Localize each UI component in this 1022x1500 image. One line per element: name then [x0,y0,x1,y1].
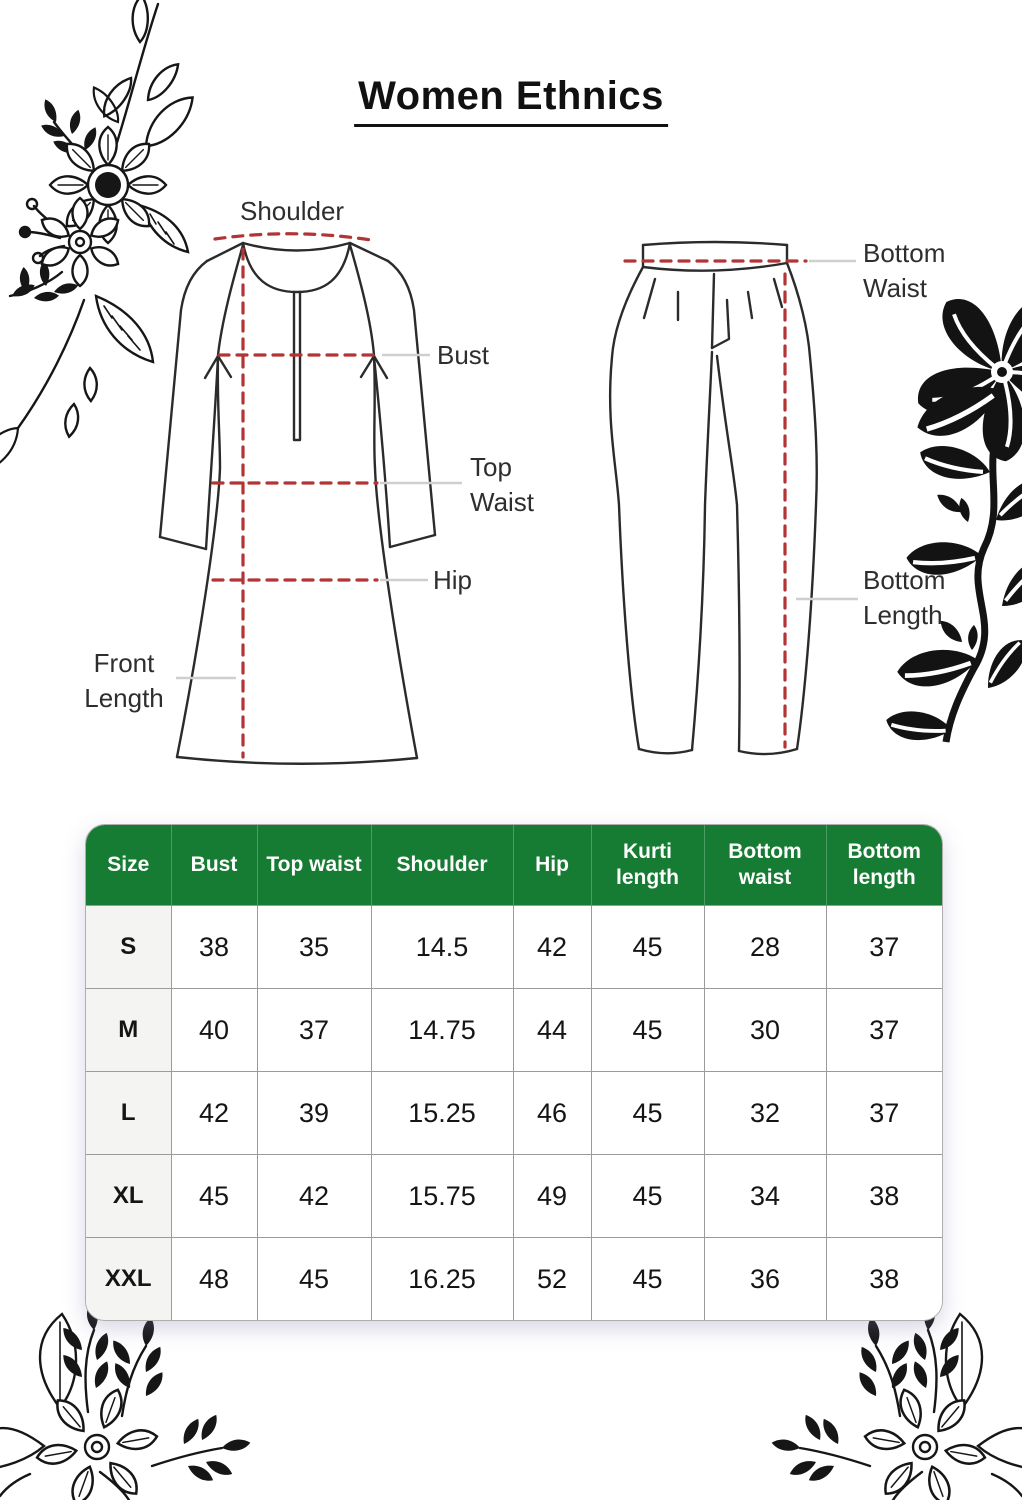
header-bottom-length: Bottom length [826,825,942,906]
cell: 38 [826,1155,942,1238]
kurti-line-art [160,243,435,764]
cell: 38 [171,906,257,989]
cell: 15.75 [371,1155,513,1238]
floral-decoration-right [883,293,1022,755]
table-row-xxl [86,1238,942,1321]
cell: 37 [826,906,942,989]
label-hip: Hip [433,565,473,595]
table-row-l [86,1072,942,1155]
size-value: L [86,1072,171,1155]
cell: 42 [257,1155,371,1238]
cell: 36 [704,1238,826,1321]
page-title: Women Ethnics [354,74,668,127]
cell: 45 [591,906,704,989]
cell: 28 [704,906,826,989]
cell: 37 [826,989,942,1072]
cell: 45 [171,1155,257,1238]
size-value: XXL [86,1238,171,1321]
size-value: M [86,989,171,1072]
cell: 14.5 [371,906,513,989]
cell: 30 [704,989,826,1072]
cell: 45 [591,1155,704,1238]
floral-decoration-bottom-right [771,1301,1022,1500]
cell: 40 [171,989,257,1072]
header-bust: Bust [171,825,257,906]
table-row-xl [86,1155,942,1238]
size-table [85,824,943,1321]
cell: 37 [826,1072,942,1155]
header-size: Size [86,825,171,906]
header-kurti-length: Kurti length [591,825,704,906]
table-row-s [86,906,942,989]
label-top-waist: Top Waist [470,452,535,517]
cell: 45 [591,989,704,1072]
size-value: XL [86,1155,171,1238]
cell: 16.25 [371,1238,513,1321]
cell: 45 [591,1238,704,1321]
cell: 48 [171,1238,257,1321]
label-bust: Bust [437,340,490,370]
label-bottom-length: Bottom Length [863,565,946,630]
label-bottom-waist: Bottom Waist [863,238,946,303]
cell: 15.25 [371,1072,513,1155]
header-bottom-waist: Bottom waist [704,825,826,906]
cell: 45 [257,1238,371,1321]
cell: 42 [171,1072,257,1155]
header-shoulder: Shoulder [371,825,513,906]
cell: 52 [513,1238,591,1321]
cell: 37 [257,989,371,1072]
table-header-row [86,825,942,906]
size-table-grid [86,825,942,1320]
cell: 44 [513,989,591,1072]
cell: 45 [591,1072,704,1155]
table-row-m [86,989,942,1072]
cell: 34 [704,1155,826,1238]
label-front-length: Front Length [84,648,164,713]
cell: 42 [513,906,591,989]
size-value: S [86,906,171,989]
cell: 32 [704,1072,826,1155]
cell: 38 [826,1238,942,1321]
cell: 39 [257,1072,371,1155]
header-hip: Hip [513,825,591,906]
floral-decoration-bottom-left [0,1301,251,1500]
cell: 46 [513,1072,591,1155]
cell: 35 [257,906,371,989]
label-shoulder: Shoulder [240,196,345,226]
cell: 14.75 [371,989,513,1072]
header-top-waist: Top waist [257,825,371,906]
cell: 49 [513,1155,591,1238]
